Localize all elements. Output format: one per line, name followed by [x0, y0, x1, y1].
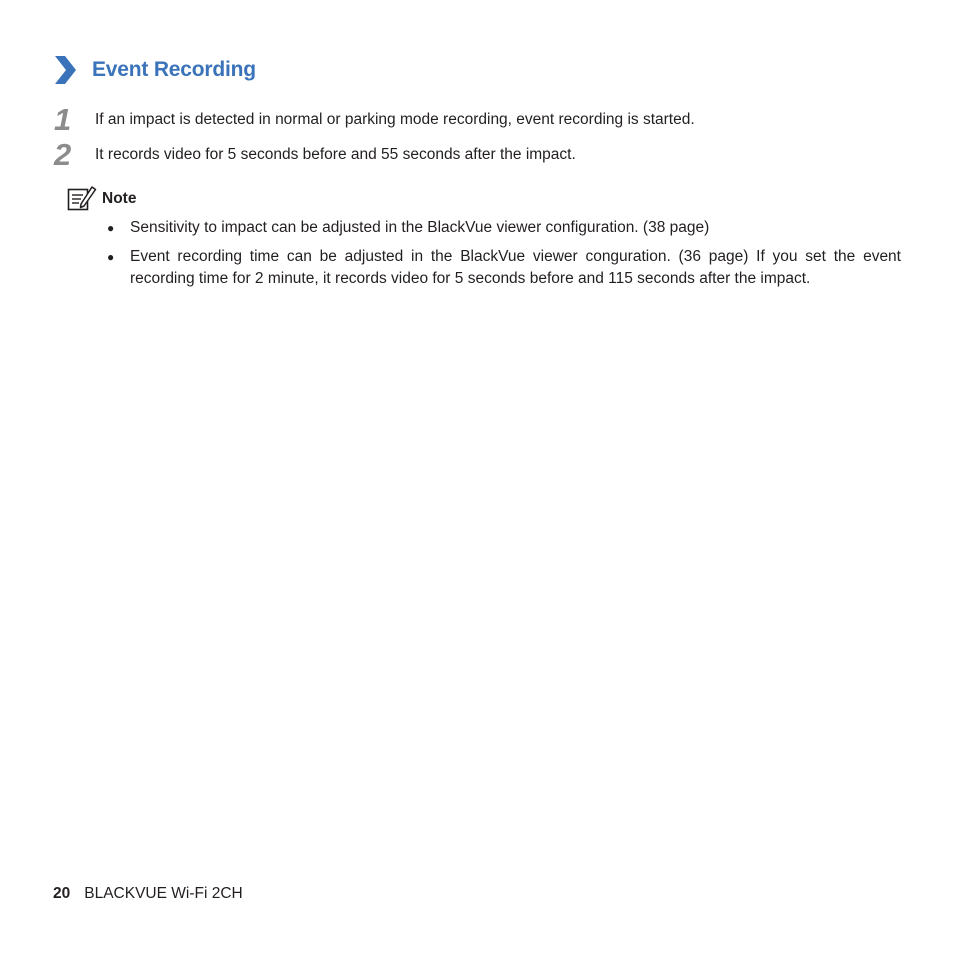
note-item-text: Event recording time can be adjusted in the BlackVue viewer conguration. (36 page) If you set the event recording time for 2 minute, it records video for 5 seconds before and 115 seconds after the impact. [130, 248, 901, 287]
step-text: If an impact is detected in normal or parking mode recording, event recording is started. [95, 110, 695, 128]
page-number: 20 [53, 885, 71, 902]
bullet-icon: ● [107, 250, 115, 264]
step-number: 2 [54, 137, 71, 172]
step-text: It records video for 5 seconds before and 55 seconds after the impact. [95, 145, 576, 163]
chevron-right-icon [53, 55, 77, 85]
note-item-text: Sensitivity to impact can be adjusted in the BlackVue viewer configuration. (38 page) [130, 219, 710, 236]
step-2 [54, 139, 576, 170]
list-item [106, 246, 901, 290]
section-header [53, 54, 256, 86]
step-number: 1 [54, 102, 71, 137]
note-pencil-icon [67, 186, 97, 212]
section-title: Event Recording [92, 58, 256, 81]
note-header [67, 186, 136, 212]
page-footer [53, 885, 243, 903]
step-1 [54, 104, 695, 135]
note-label: Note [102, 190, 137, 207]
note-list [106, 217, 901, 297]
bullet-icon: ● [107, 221, 115, 235]
product-name: BLACKVUE Wi-Fi 2CH [84, 885, 243, 902]
list-item [106, 217, 901, 239]
